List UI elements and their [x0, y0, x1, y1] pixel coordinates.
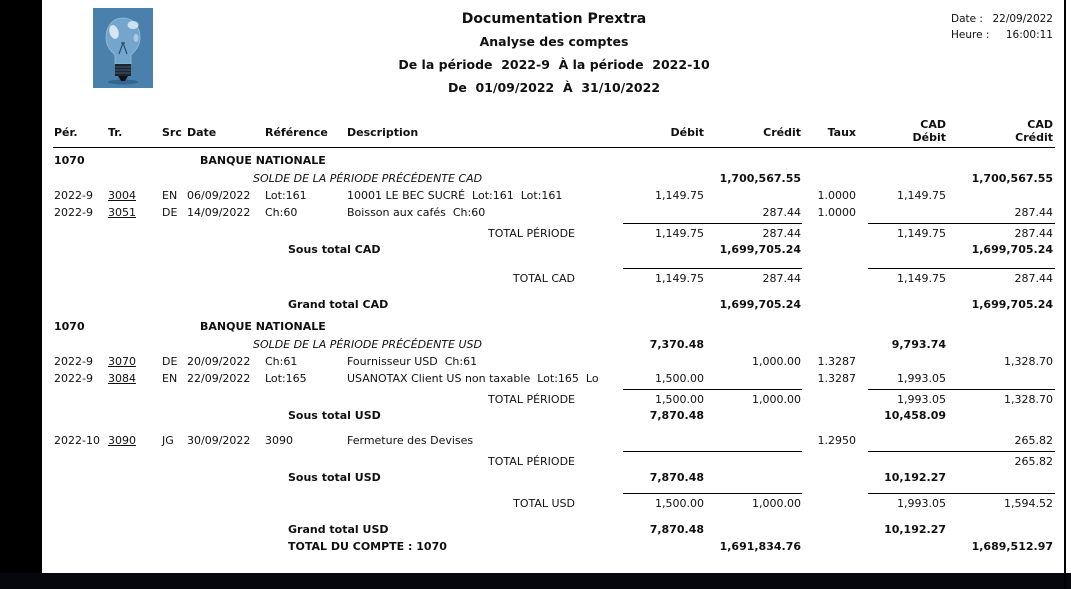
sum-rule-right: [868, 268, 1055, 269]
bottom-black-band: [0, 573, 1071, 589]
opening-balance-label: SOLDE DE LA PÉRIODE PRÉCÉDENTE USD: [253, 338, 482, 351]
col-header-source: Src: [162, 126, 182, 139]
col-header-period: Pér.: [54, 126, 78, 139]
cad-debit-value: 10,458.09: [884, 409, 946, 422]
credit-value: 1,699,705.24: [719, 298, 801, 311]
credit-value: 1,700,567.55: [719, 172, 801, 185]
row-subtotal: [0, 538, 1071, 555]
cad-credit-value: 1,699,705.24: [971, 298, 1053, 311]
debit-value: 1,149.75: [655, 227, 704, 240]
cad-credit-value: 1,328.70: [1004, 393, 1053, 406]
sum-rule-right: [868, 389, 1055, 390]
print-stamp: [951, 13, 1053, 45]
col-header-reference: Référence: [265, 126, 328, 139]
cad-debit-value: 1,149.75: [897, 227, 946, 240]
col-header-date: Date: [187, 126, 217, 139]
credit-value: 1,000.00: [752, 355, 801, 368]
report-body: [0, 152, 1071, 555]
entry-date: 22/09/2022: [187, 372, 251, 385]
cad-debit-value: 1,993.05: [897, 497, 946, 510]
reference-value: Lot:161: [265, 189, 307, 202]
row-solde: [0, 170, 1071, 187]
cad-debit-value: 10,192.27: [884, 471, 946, 484]
source-code: EN: [162, 372, 178, 385]
period-value: 2022-9: [54, 372, 93, 385]
cad-credit-value: 265.82: [1014, 434, 1053, 447]
source-code: JG: [162, 434, 174, 447]
taux-value: 1.0000: [817, 206, 856, 219]
row-label_row: [0, 392, 1071, 407]
col-header-credit: Crédit: [763, 126, 801, 139]
source-code: DE: [162, 355, 178, 368]
col-header-debit: Débit: [670, 126, 704, 139]
stamp-time-label: Heure :: [951, 29, 990, 41]
period-value: 2022-9: [54, 355, 93, 368]
total-label: TOTAL CAD: [512, 272, 575, 285]
credit-value: 287.44: [762, 227, 801, 240]
report-subtitle: Analyse des comptes: [479, 34, 629, 49]
transaction-link[interactable]: 3084: [108, 372, 136, 385]
cad-debit-value: 1,993.05: [897, 372, 946, 385]
credit-value: 1,691,834.76: [719, 540, 801, 553]
total-label: TOTAL USD: [513, 497, 575, 510]
cad-credit-value: 1,328.70: [1004, 355, 1053, 368]
entry-date: 30/09/2022: [187, 434, 251, 447]
sum-rule-left: [623, 451, 802, 452]
transaction-link[interactable]: 3004: [108, 189, 136, 202]
account-name: BANQUE NATIONALE: [200, 154, 326, 167]
sum-rule-right: [868, 223, 1055, 224]
subtotal-label: Sous total USD: [288, 471, 381, 484]
reference-value: Ch:60: [265, 206, 298, 219]
taux-value: 1.0000: [817, 189, 856, 202]
period-value: 2022-10: [54, 434, 100, 447]
subtotal-label: Grand total CAD: [288, 298, 389, 311]
debit-value: 1,500.00: [655, 393, 704, 406]
cad-credit-value: 287.44: [1014, 206, 1053, 219]
row-label_row: [0, 226, 1071, 241]
row-label_row: [0, 496, 1071, 511]
description-text: 10001 LE BEC SUCRÉ Lot:161 Lot:161: [347, 189, 563, 202]
cad-credit-value: 287.44: [1014, 227, 1053, 240]
debit-value: 1,500.00: [655, 372, 704, 385]
row-label_row: [0, 271, 1071, 286]
period-value: 2022-9: [54, 189, 93, 202]
source-code: EN: [162, 189, 178, 202]
subtotal-label: Sous total USD: [288, 409, 381, 422]
stamp-date-label: Date :: [951, 13, 983, 25]
col-header-rate: Taux: [827, 126, 856, 139]
description-text: Fermeture des Devises: [347, 434, 474, 447]
cad-debit-value: 10,192.27: [884, 523, 946, 536]
row-transaction: [0, 432, 1071, 449]
debit-value: 1,149.75: [655, 272, 704, 285]
header-rule: [53, 147, 1055, 148]
description-text: USANOTAX Client US non taxable Lot:165 Lo: [347, 372, 599, 385]
account-number: 1070: [54, 154, 85, 167]
row-solde: [0, 336, 1071, 353]
credit-value: 287.44: [762, 206, 801, 219]
debit-value: 7,870.48: [649, 471, 704, 484]
entry-date: 20/09/2022: [187, 355, 251, 368]
cad-credit-value: 1,594.52: [1004, 497, 1053, 510]
cad-credit-value: 287.44: [1014, 272, 1053, 285]
total-label: TOTAL PÉRIODE: [488, 455, 575, 468]
sum-rule-left: [623, 223, 802, 224]
taux-value: 1.3287: [817, 355, 856, 368]
sum-rule-right: [868, 493, 1055, 494]
row-subtotal: [0, 407, 1071, 424]
stamp-time-value: 16:00:11: [1005, 29, 1053, 41]
debit-value: 1,500.00: [655, 497, 704, 510]
page-title: Documentation Prextra: [461, 11, 647, 27]
col-header-cad-debit: CAD Débit: [912, 118, 946, 144]
entry-date: 14/09/2022: [187, 206, 251, 219]
cad-credit-value: 1,700,567.55: [971, 172, 1053, 185]
row-label_row: [0, 454, 1071, 469]
credit-value: 1,000.00: [752, 497, 801, 510]
period-value: 2022-9: [54, 206, 93, 219]
debit-value: 7,870.48: [649, 409, 704, 422]
cad-debit-value: 9,793.74: [891, 338, 946, 351]
total-label: TOTAL PÉRIODE: [488, 393, 575, 406]
transaction-link[interactable]: 3051: [108, 206, 136, 219]
sum-rule-left: [623, 268, 802, 269]
subtotal-label: Sous total CAD: [288, 243, 381, 256]
cad-debit-value: 1,993.05: [897, 393, 946, 406]
sum-rule-right: [868, 451, 1055, 452]
debit-value: 1,149.75: [655, 189, 704, 202]
stamp-date-value: 22/09/2022: [992, 13, 1053, 25]
row-transaction: [0, 204, 1071, 221]
reference-value: Lot:165: [265, 372, 307, 385]
transaction-link[interactable]: 3090: [108, 434, 136, 447]
entry-date: 06/09/2022: [187, 189, 251, 202]
report-period-line: De la période 2022-9 À la période 2022-10: [398, 57, 710, 72]
transaction-link[interactable]: 3070: [108, 355, 136, 368]
cad-credit-value: 1,699,705.24: [971, 243, 1053, 256]
row-subtotal: [0, 521, 1071, 538]
cad-credit-value: 265.82: [1014, 455, 1053, 468]
reference-value: Ch:61: [265, 355, 298, 368]
sum-rule-left: [623, 389, 802, 390]
debit-value: 7,870.48: [649, 523, 704, 536]
total-label: TOTAL PÉRIODE: [488, 227, 575, 240]
cad-credit-value: 1,689,512.97: [971, 540, 1053, 553]
row-transaction: [0, 353, 1071, 370]
description-text: Boisson aux cafés Ch:60: [347, 206, 486, 219]
account-name: BANQUE NATIONALE: [200, 320, 326, 333]
opening-balance-label: SOLDE DE LA PÉRIODE PRÉCÉDENTE CAD: [253, 172, 483, 185]
row-section: [0, 152, 1071, 170]
account-number: 1070: [54, 320, 85, 333]
debit-value: 7,370.48: [649, 338, 704, 351]
subtotal-label: TOTAL DU COMPTE : 1070: [288, 540, 447, 553]
row-subtotal: [0, 469, 1071, 486]
credit-value: 287.44: [762, 272, 801, 285]
taux-value: 1.2950: [817, 434, 856, 447]
report-date-range: De 01/09/2022 À 31/10/2022: [447, 80, 661, 95]
col-header-transaction: Tr.: [108, 126, 123, 139]
sum-rule-left: [623, 493, 802, 494]
taux-value: 1.3287: [817, 372, 856, 385]
row-transaction: [0, 370, 1071, 387]
table-header: [0, 114, 1071, 148]
description-text: Fournisseur USD Ch:61: [347, 355, 478, 368]
source-code: DE: [162, 206, 178, 219]
row-section: [0, 318, 1071, 336]
col-header-description: Description: [347, 126, 419, 139]
col-header-cad-credit: CAD Crédit: [1015, 118, 1053, 144]
row-subtotal: [0, 241, 1071, 258]
subtotal-label: Grand total USD: [288, 523, 389, 536]
cad-debit-value: 1,149.75: [897, 272, 946, 285]
report-titles: [53, 11, 1055, 95]
row-subtotal: [0, 296, 1071, 313]
credit-value: 1,000.00: [752, 393, 801, 406]
reference-value: 3090: [265, 434, 293, 447]
cad-debit-value: 1,149.75: [897, 189, 946, 202]
row-transaction: [0, 187, 1071, 204]
credit-value: 1,699,705.24: [719, 243, 801, 256]
